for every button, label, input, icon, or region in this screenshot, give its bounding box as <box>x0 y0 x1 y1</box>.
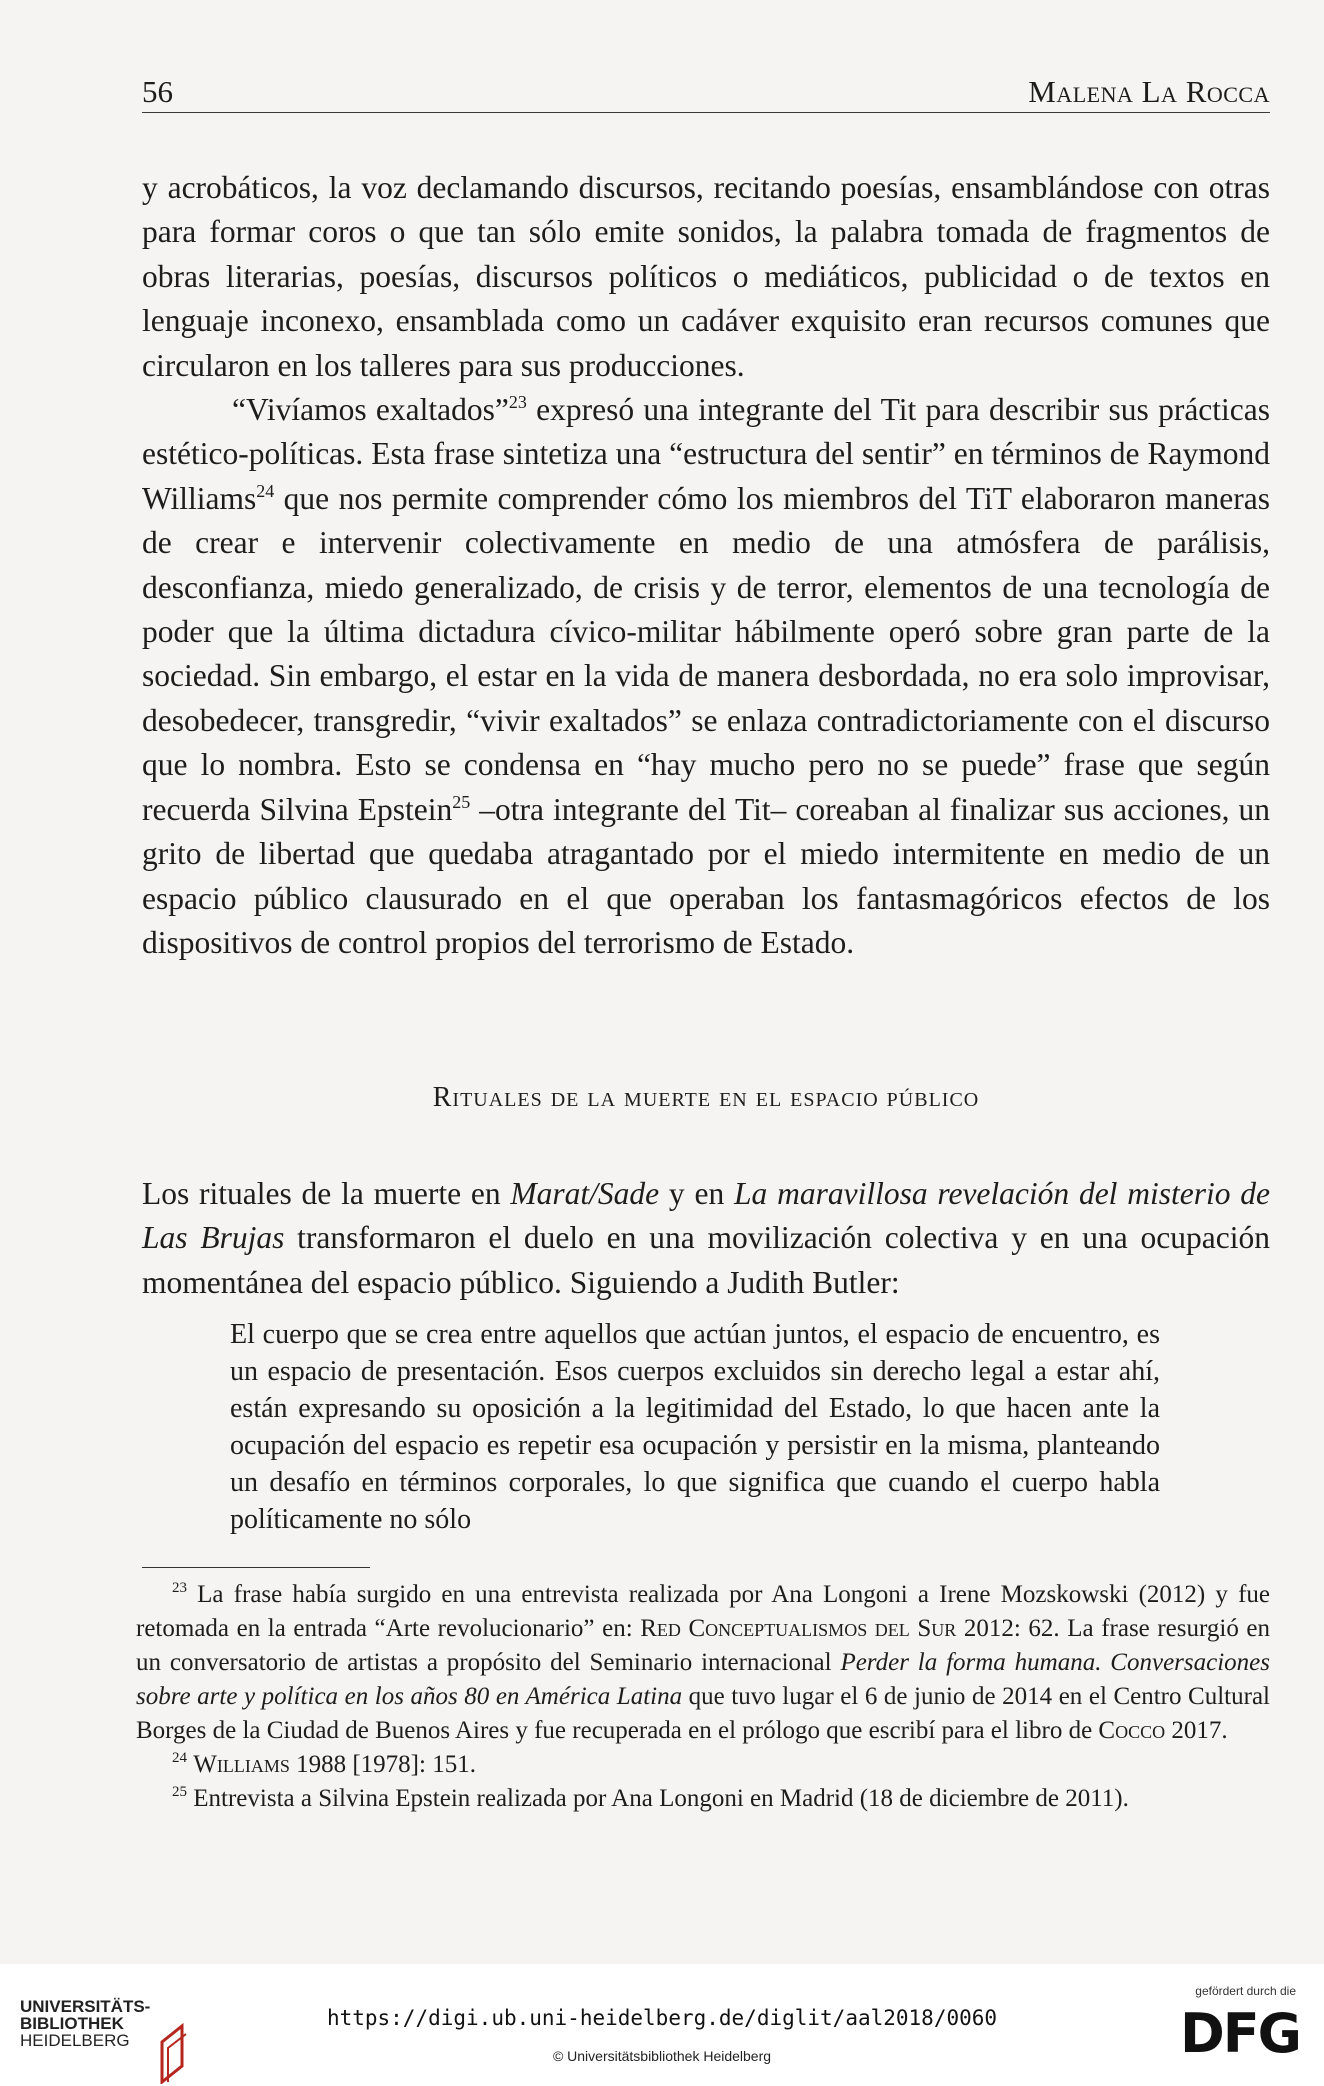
footnote-ref[interactable]: 24 <box>256 480 275 501</box>
running-head: Malena La Rocca <box>1028 74 1270 109</box>
paragraph-text: Los rituales de la muerte en <box>142 1176 511 1211</box>
footnote-divider <box>142 1567 370 1568</box>
footnote-text: 1988 [1978]: 151. <box>289 1751 476 1778</box>
paragraph-text: y en <box>659 1176 735 1211</box>
section-heading: Rituales de la muerte en el espacio público <box>432 1082 980 1113</box>
citation-author: Red Conceptualismos del Sur <box>640 1615 957 1642</box>
cited-title: Perder la forma humana. Conversaciones sobre arte y política en los años 80 en América Latina <box>136 1649 1270 1710</box>
library-name-line: UNIVERSITÄTS- <box>20 1997 151 2016</box>
footnote <box>136 1782 1270 1816</box>
footnotes <box>136 1578 1270 1816</box>
footnote-ref[interactable]: 25 <box>452 791 471 812</box>
paragraph <box>142 166 1270 388</box>
citation-author: Williams <box>193 1751 290 1778</box>
paragraph-text: expresó una integrante del Tit para describir sus prácticas estético-políticas. Esta frase sintetiza una “estructura del sentir” en términos de Raymond Williams <box>142 392 1271 516</box>
footnote-text: La frase había surgido en una entrevista realizada por Ana Longoni a Irene Mozskowski (2012) y fue retomada en la entrada “Arte revolucionario” en: <box>136 1581 1270 1642</box>
copyright-notice: © Universitätsbibliothek Heidelberg <box>552 2048 772 2064</box>
paragraph <box>142 388 1270 965</box>
footnote-number: 24 <box>172 1750 187 1766</box>
paragraph-text: y acrobáticos, la voz declamando discursos, recitando poesías, ensamblándose con otras para formar coros o que tan sólo emite sonidos, la palabra tomada de fragmentos de obras literarias, poesías, discursos políticos o mediáticos, publicidad o de textos en lenguaje inconexo, ensamblada como un cadáver exquisito eran recursos comunes que circularon en los talleres para sus producciones. <box>142 170 1270 383</box>
footnote-ref[interactable]: 23 <box>508 392 527 413</box>
footnote-text: que tuvo lugar el 6 de junio de 2014 en el Centro Cultural Borges de la Ciudad de Buenos Aires y fue recuperada en el prólogo que escribí para el libro de <box>136 1683 1270 1744</box>
body-text <box>142 166 1270 965</box>
footnote <box>136 1748 1270 1782</box>
footnote-number: 25 <box>172 1784 187 1800</box>
funder-label: gefördert durch die <box>1195 1984 1296 1998</box>
citation-author: Cocco <box>1098 1717 1166 1744</box>
footnote-text: 2017. <box>1165 1717 1228 1744</box>
paragraph <box>142 1172 1270 1305</box>
work-title: Marat/Sade <box>510 1176 660 1211</box>
library-name-line: HEIDELBERG <box>20 2031 130 2050</box>
footnote-text: 2012: 62. La frase resurgió en un conversatorio de artistas a propósito del Seminario internacional <box>136 1615 1271 1676</box>
page-header <box>142 70 1270 113</box>
paragraph-text: que nos permite comprender cómo los miembros del TiT elaboraron maneras de crear e intervenir colectivamente en medio de una atmósfera de parálisis, desconfianza, miedo generalizado, de crisis y de terror, elementos de una tecnología de poder que la última dictadura cívico-militar hábilmente operó sobre gran parte de la sociedad. Sin embargo, el estar en la vida de manera desbordada, no era solo improvisar, desobedecer, transgredir, “vivir exaltados” se enlaza contradictoriamente con el discurso que lo nombra. Esto se condensa en “hay mucho pero no se puede” frase que según recuerda Silvina Epstein <box>142 480 1270 827</box>
dfg-logo[interactable]: DFG <box>1179 2002 1300 2065</box>
paragraph-text: “Vivíamos exaltados” <box>232 392 509 428</box>
body-text-section <box>142 1172 1270 1305</box>
paragraph-text: transformaron el duelo en una movilización colectiva y en una ocupación momentánea del espacio público. Siguiendo a Judith Butler: <box>142 1220 1270 1300</box>
work-title: La maravillosa revelación del misterio de Las Brujas <box>142 1176 1270 1256</box>
footnote-text: Entrevista a Silvina Epstein realizada por Ana Longoni en Madrid (18 de diciembre de 2011). <box>187 1785 1129 1812</box>
page-number: 56 <box>142 74 173 109</box>
permalink-url[interactable]: https://digi.ub.uni-heidelberg.de/diglit/aal2018/0060 <box>326 2006 998 2030</box>
block-quote <box>230 1316 1160 1538</box>
footnote-number: 23 <box>172 1580 187 1596</box>
paragraph-text: –otra integrante del Tit– coreaban al finalizar sus acciones, un grito de libertad que quedaba atragantado por el miedo intermitente en medio de un espacio público clausurado en el que operaban los fantasmagóricos efectos de los dispositivos de control propios del terrorismo de Estado. <box>142 791 1270 960</box>
footnote <box>136 1578 1270 1748</box>
viewer-footer <box>0 1964 1324 2086</box>
library-name-line: BIBLIOTHEK <box>20 2014 124 2033</box>
quote-text: El cuerpo que se crea entre aquellos que actúan juntos, el espacio de encuentro, es un espacio de presentación. Esos cuerpos excluidos sin derecho legal a estar ahí, están expresando su oposición a la legitimidad del Estado, lo que hacen ante la ocupación del espacio es repetir esa ocupación y persistir en la misma, planteando un desafío en términos corporales, lo que significa que cuando el cuerpo habla políticamente no sólo <box>230 1319 1160 1535</box>
